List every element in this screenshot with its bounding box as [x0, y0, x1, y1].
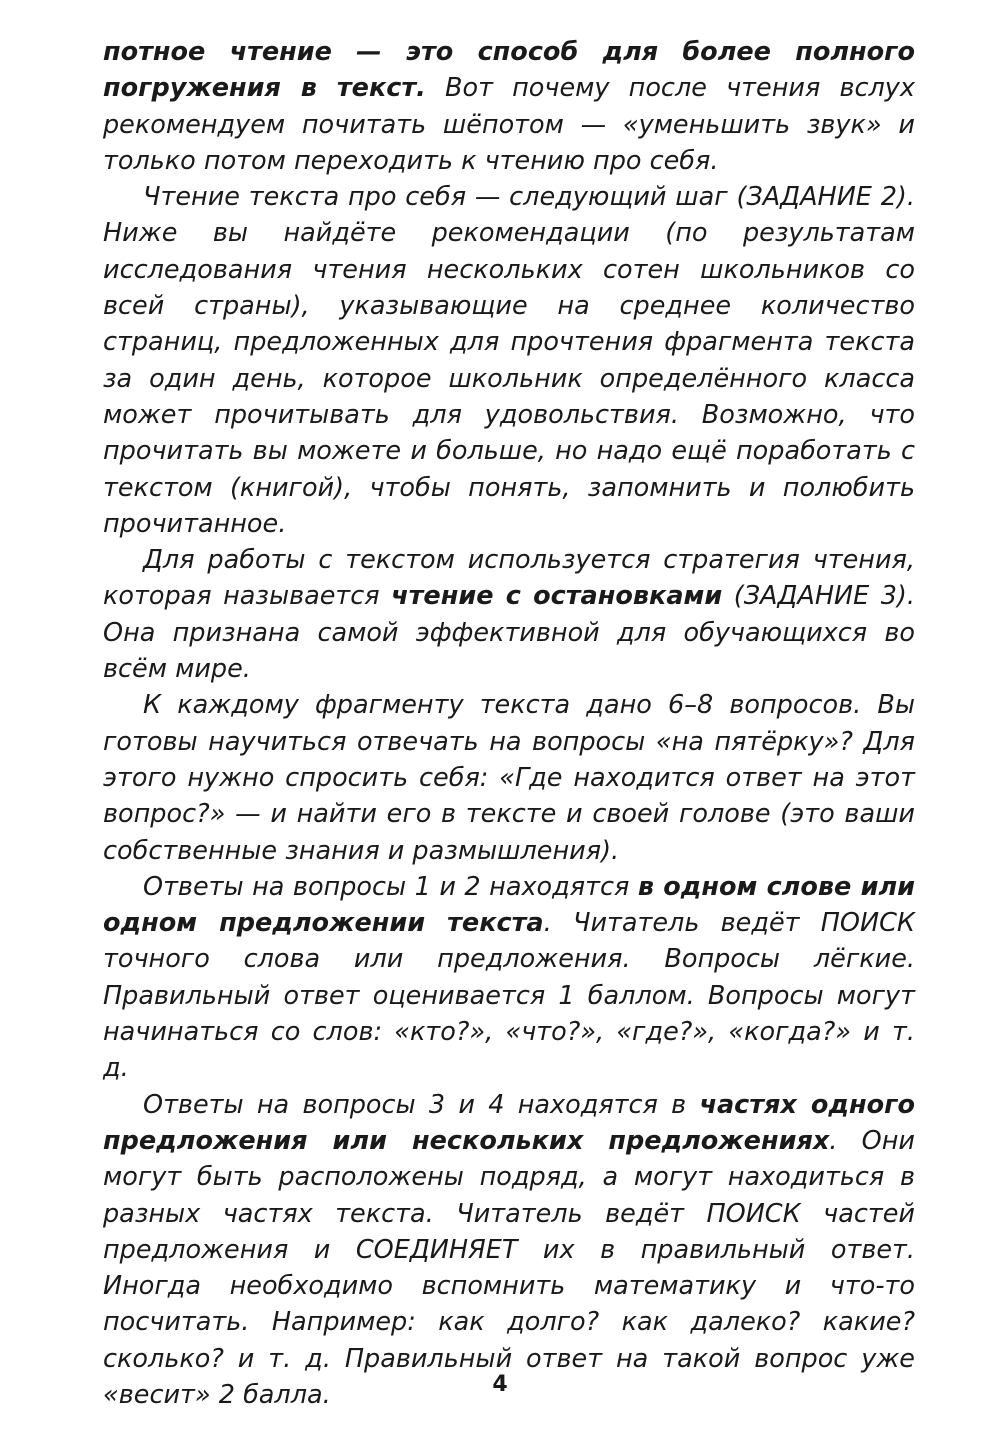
paragraph-text: . Они могут быть расположены подряд, а могут находиться в разных частях текста. Читатель ведёт ПОИСК частей предложения и СОЕДИНЯЕТ их в правильный ответ. Иногда необходимо вспомнить математику и что-то посчитать. Например: как долго? как далеко? какие? сколько? и т. д. Правильный ответ на такой вопрос уже «весит» 2 балла.	[103, 1125, 915, 1410]
paragraph-text: Ответы на вопросы 3 и 4 находятся в	[143, 1089, 700, 1120]
paragraph-3	[103, 542, 915, 687]
paragraph-1	[103, 34, 915, 179]
paragraph-4	[103, 687, 915, 868]
paragraph-text: Ответы на вопросы 1 и 2 находятся	[143, 871, 638, 902]
paragraph-text: . Читатель ведёт ПОИСК точного слова или предложения. Вопросы лёгкие. Правильный ответ оценивается 1 баллом. Вопросы могут начинаться со слов: «кто?», «что?», «где?», «когда?» и т. д.	[103, 908, 915, 1084]
page-number: 4	[492, 1372, 508, 1397]
paragraph-6	[103, 1087, 915, 1414]
paragraph-text: Чтение текста про себя — следующий шаг (ЗАДАНИЕ 2). Ниже вы найдёте рекомендации (по результатам исследования чтения нескольких сотен школьников со всей страны), указывающие на среднее количество страниц, предложенных для прочтения фрагмента текста за один день, которое школьник определённого класса может прочитывать для удовольствия. Возможно, что прочитать вы можете и больше, но надо ещё поработать с текстом (книгой), чтобы понять, запомнить и полюбить прочитанное.	[103, 182, 915, 539]
bold-phrase: потное чтение — это способ для более полного погружения в текст.	[103, 37, 915, 104]
paragraph-text: Вот почему после чтения вслух рекомендуем почитать шёпотом — «уменьшить звук» и только потом переходить к чтению про себя.	[103, 73, 915, 176]
paragraph-2	[103, 179, 915, 542]
bold-phrase: чтение с остановками	[391, 581, 723, 612]
paragraph-5	[103, 869, 915, 1087]
paragraph-text: (ЗАДАНИЕ 3). Она признана самой эффективной для обучающихся во всём мире.	[103, 581, 915, 685]
page-body	[103, 34, 915, 1413]
paragraph-text: Для работы с текстом используется стратегия чтения, которая называется	[103, 545, 915, 612]
paragraph-text: К каждому фрагменту текста дано 6–8 вопросов. Вы готовы научиться отвечать на вопросы «на пятёрку»? Для этого нужно спросить себя: «Где находится ответ на этот вопрос?» — и найти его в тексте и своей голове (это ваши собственные знания и размышления).	[103, 690, 915, 866]
bold-phrase: частях одного предложения или нескольких предложениях	[103, 1089, 915, 1156]
bold-phrase: в одном слове или одном предложении текста	[103, 871, 915, 939]
